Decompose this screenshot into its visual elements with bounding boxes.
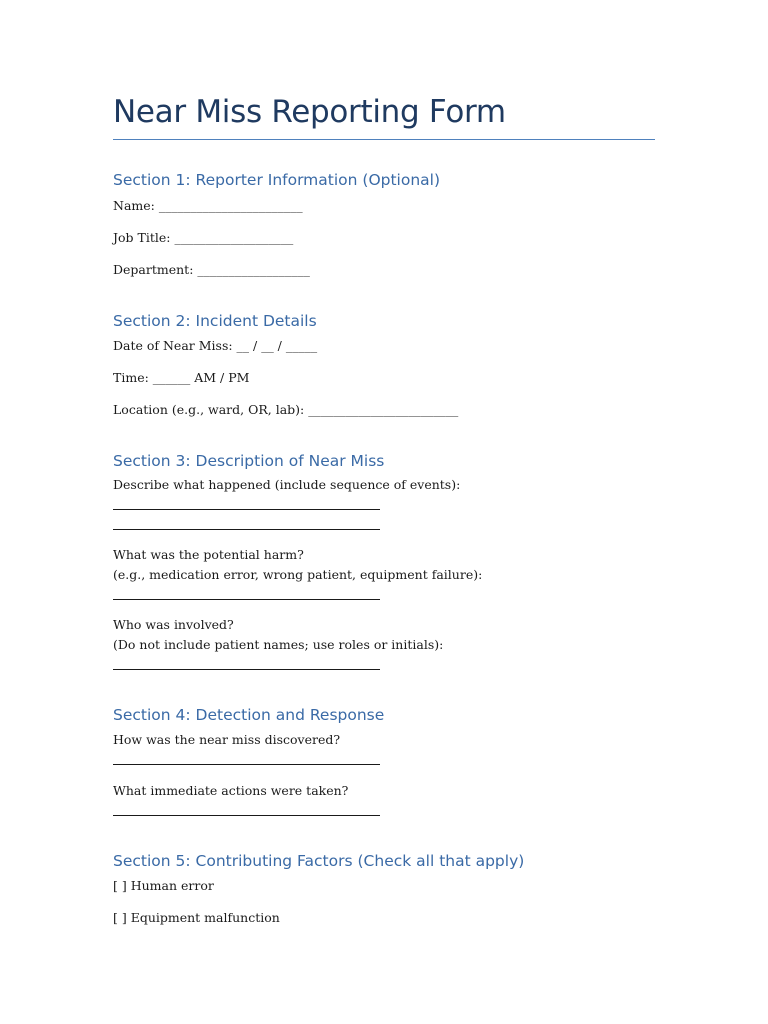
job-title-field[interactable]: Job Title: ___________________ bbox=[113, 230, 294, 245]
department-field[interactable]: Department: __________________ bbox=[113, 262, 310, 277]
factor-checkbox-human-error[interactable]: [ ] Human error bbox=[113, 878, 214, 893]
page-title: Near Miss Reporting Form bbox=[113, 94, 506, 130]
discovered-answer-line[interactable] bbox=[113, 764, 380, 765]
actions-question: What immediate actions were taken? bbox=[113, 783, 349, 798]
title-divider bbox=[113, 139, 655, 140]
name-field[interactable]: Name: _______________________ bbox=[113, 198, 303, 213]
time-field[interactable]: Time: ______ AM / PM bbox=[113, 370, 250, 385]
section-2-heading: Section 2: Incident Details bbox=[113, 312, 317, 330]
involved-answer-line[interactable] bbox=[113, 669, 380, 670]
actions-answer-line[interactable] bbox=[113, 815, 380, 816]
involved-hint: (Do not include patient names; use roles or initials): bbox=[113, 637, 444, 652]
harm-hint: (e.g., medication error, wrong patient, equipment failure): bbox=[113, 567, 483, 582]
discovered-question: How was the near miss discovered? bbox=[113, 732, 341, 747]
involved-question: Who was involved? bbox=[113, 617, 234, 632]
section-5-heading: Section 5: Contributing Factors (Check all that apply) bbox=[113, 852, 525, 870]
describe-label: Describe what happened (include sequence of events): bbox=[113, 477, 461, 492]
date-field[interactable]: Date of Near Miss: __ / __ / _____ bbox=[113, 338, 318, 353]
describe-answer-line-2[interactable] bbox=[113, 529, 380, 530]
harm-question: What was the potential harm? bbox=[113, 547, 304, 562]
section-1-heading: Section 1: Reporter Information (Optional) bbox=[113, 171, 441, 189]
section-4-heading: Section 4: Detection and Response bbox=[113, 706, 385, 724]
harm-answer-line[interactable] bbox=[113, 599, 380, 600]
location-field[interactable]: Location (e.g., ward, OR, lab): ________________________ bbox=[113, 402, 459, 417]
factor-checkbox-equipment-malfunction[interactable]: [ ] Equipment malfunction bbox=[113, 910, 280, 925]
describe-answer-line-1[interactable] bbox=[113, 509, 380, 510]
section-3-heading: Section 3: Description of Near Miss bbox=[113, 452, 385, 470]
